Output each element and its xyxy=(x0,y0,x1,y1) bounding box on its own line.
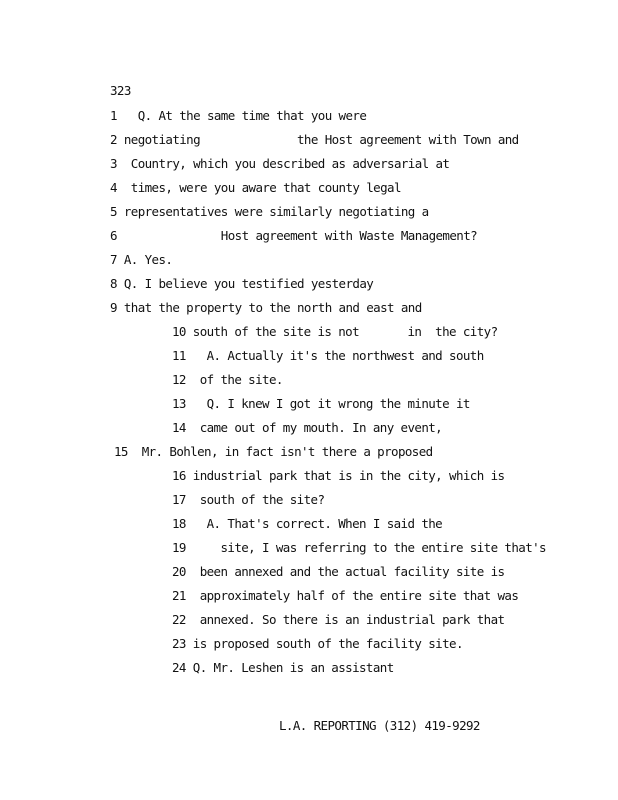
transcript-line: 22 annexed. So there is an industrial park that xyxy=(172,612,505,627)
transcript-line: 23 is proposed south of the facility site. xyxy=(172,636,463,651)
transcript-line: 5 representatives were similarly negotiating a xyxy=(110,204,429,219)
transcript-line: 1 Q. At the same time that you were xyxy=(110,108,367,123)
transcript-line: 21 approximately half of the entire site that was xyxy=(172,588,519,603)
transcript-line: 9 that the property to the north and east and xyxy=(110,300,422,315)
transcript-line: 17 south of the site? xyxy=(172,492,325,507)
transcript-line: 8 Q. I believe you testified yesterday xyxy=(110,276,374,291)
transcript-line: 12 of the site. xyxy=(172,372,283,387)
transcript-line: 13 Q. I knew I got it wrong the minute it xyxy=(172,396,470,411)
page-number: 323 xyxy=(110,83,131,98)
transcript-line: 18 A. That's correct. When I said the xyxy=(172,516,443,531)
transcript-line: 19 site, I was referring to the entire site that's xyxy=(172,540,546,555)
transcript-line: 3 Country, which you described as adversarial at xyxy=(110,156,450,171)
reporter-footer: L.A. REPORTING (312) 419-9292 xyxy=(279,718,480,733)
transcript-line: 2 negotiating the Host agreement with Town and xyxy=(110,132,519,147)
transcript-line: 16 industrial park that is in the city, which is xyxy=(172,468,505,483)
transcript-line: 24 Q. Mr. Leshen is an assistant xyxy=(172,660,394,675)
transcript-line: 20 been annexed and the actual facility site is xyxy=(172,564,505,579)
transcript-line: 10 south of the site is not in the city? xyxy=(172,324,498,339)
transcript-line: 7 A. Yes. xyxy=(110,252,173,267)
transcript-line: 11 A. Actually it's the northwest and south xyxy=(172,348,484,363)
transcript-line: 14 came out of my mouth. In any event, xyxy=(172,420,443,435)
transcript-line: 6 Host agreement with Waste Management? xyxy=(110,228,478,243)
transcript-line: 15 Mr. Bohlen, in fact isn't there a proposed xyxy=(114,444,433,459)
transcript-line: 4 times, were you aware that county legal xyxy=(110,180,401,195)
